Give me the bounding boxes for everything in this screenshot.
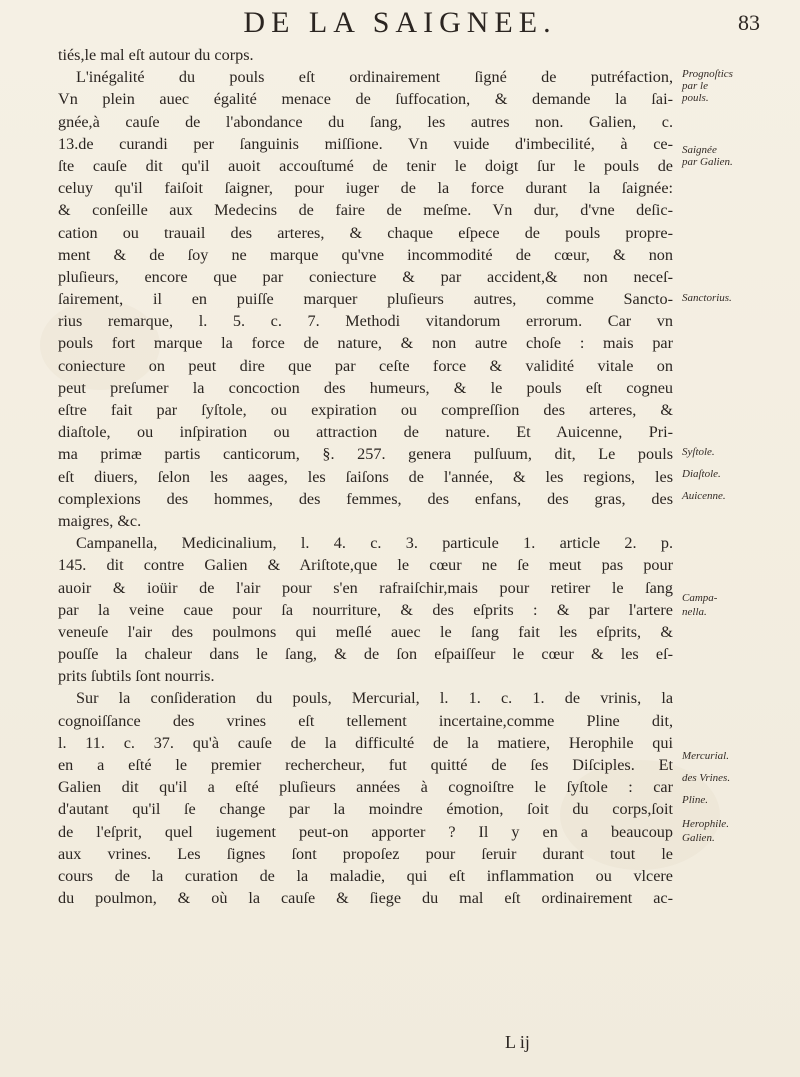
text-line: celuy qu'il faiſoit ſaigner, pour iuger de la force durant la ſaignée: (58, 179, 673, 198)
text-line: eſtre fait par ſyſtole, ou expiration ou compreſſion des arteres, & (58, 401, 673, 419)
running-title: DE LA SAIGNEE. (243, 6, 557, 39)
text-line: & conſeille aux Medecins de faire de meſme. Vn dur, d'vne deſic- (58, 201, 673, 220)
margin-note: Galien. (682, 832, 715, 844)
margin-note: nella. (682, 606, 707, 618)
text-line: de l'eſprit, quel iugement peut-on apporter ? Il y en a beaucoup (58, 822, 673, 841)
margin-note: Pline. (682, 794, 708, 806)
margin-note: Saignée (682, 144, 717, 156)
text-line: maigres, &c. (58, 511, 142, 530)
text-line: aux vrines. Les ſignes ſont propoſez pour ſeruir durant tout le (58, 844, 673, 863)
text-line: d'autant qu'il ſe change par la moindre émotion, ſoit du corps,ſoit (58, 800, 673, 819)
text-line: Galien dit qu'il a eſté pluſieurs années à cognoiſtre le ſyſtole : car (58, 778, 673, 797)
text-line: eſt diuers, ſelon les aages, les ſaiſons de l'année, & les regions, les (58, 467, 673, 486)
text-line: 145. dit contre Galien & Ariſtote,que le cœur ne ſe meut pas pour (58, 556, 673, 575)
text-line: par la veine caue pour ſa nourriture, & des eſprits : & par l'artere (58, 600, 673, 619)
text-line: veneuſe l'air des poulmons qui meſlé auec le ſang fait les eſprits, & (58, 622, 673, 641)
text-line: prits ſubtils ſont nourris. (58, 667, 215, 686)
text-line: diaſtole, ou inſpiration ou attraction de nature. Et Auicenne, Pri- (58, 423, 673, 442)
text-line: auoir & ioüir de l'air pour s'en rafraiſchir,mais pour retirer le ſang (58, 578, 673, 597)
margin-note: pouls. (682, 92, 709, 104)
margin-note: des Vrines. (682, 772, 731, 784)
text-line: ſairement, il en puiſſe marquer pluſieurs autres, comme Sancto- (58, 290, 673, 309)
text-line: peut preſumer la concoction des humeurs, & le pouls eſt cogneu (58, 378, 673, 397)
text-line: pluſieurs, encore que par coniecture & par accident,& non neceſ- (58, 267, 673, 286)
text-line: ma primæ partis canticorum, §. 257. genera pulſuum, dit, Le pouls (58, 445, 673, 464)
text-line: complexions des hommes, des femmes, des enfans, des gras, des (58, 489, 673, 508)
text-line: cation ou trauail des arteres, & chaque eſpece de pouls propre- (58, 223, 673, 242)
text-line: en a eſté le premier rechercheur, fut quitté de ſes Diſciples. Et (58, 756, 673, 774)
margin-note: par Galien. (682, 156, 733, 168)
text-line: pouſſe la chaleur dans le ſang, & de ſon eſpaiſſeur le cœur & les eſ- (58, 645, 673, 664)
text-line: rius remarque, l. 5. c. 7. Methodi vitandorum errorum. Car vn (58, 312, 673, 331)
text-line: du poulmon, & où la cauſe & ſiege du mal eſt ordinairement ac- (58, 889, 673, 908)
margin-note: Auicenne. (682, 490, 726, 502)
margin-note: Diaſtole. (682, 468, 721, 480)
margin-note: Sanctorius. (682, 292, 732, 304)
text-line: gnée,à cauſe de l'abondance du ſang, les autres non. Galien, c. (58, 112, 673, 131)
text-line: cours de la curation de la maladie, qui eſt inflammation ou vlcere (58, 866, 673, 885)
text-line: coniecture on peut dire que par ceſte force & validité vitale on (58, 356, 673, 375)
margin-note: Syſtole. (682, 446, 715, 458)
page-header (60, 6, 760, 46)
text-line: cognoiſſance des vrines eſt tellement incertaine,comme Pline dit, (58, 711, 673, 730)
text-line: Sur la conſideration du pouls, Mercurial, l. 1. c. 1. de vrinis, la (76, 689, 673, 708)
margin-note: Campa- (682, 592, 718, 604)
text-line: ſte cauſe dit qu'il auoit accouſtumé de tenir le doigt ſur le pouls de (58, 156, 673, 175)
text-line: L'inégalité du pouls eſt ordinairement ſigné de putréfaction, (76, 68, 673, 87)
main-text (58, 44, 673, 909)
text-line: 13.de curandi per ſanguinis miſſione. Vn vuide d'imbecilité, à ce- (58, 134, 673, 153)
margin-note: par le (682, 80, 708, 92)
signature-mark: L ij (505, 1032, 530, 1052)
text-line: tiés,le mal eſt autour du corps. (58, 46, 254, 64)
margin-note: Herophile. (682, 818, 729, 830)
text-line: Vn plein auec égalité menace de ſuffocation, & demande la ſai- (58, 90, 673, 109)
text-line: Campanella, Medicinalium, l. 4. c. 3. particule 1. article 2. p. (76, 534, 673, 553)
text-line: ment & de ſoy ne marque qu'vne incommodité de cœur, & non (58, 245, 673, 264)
text-line: l. 11. c. 37. qu'à cauſe de la difficulté de la matiere, Herophile qui (58, 733, 673, 752)
text-line: pouls fort marque la force de nature, & non autre choſe : mais par (58, 334, 673, 353)
margin-note: Prognoſtics (682, 68, 733, 80)
page-number: 83 (738, 10, 760, 35)
margin-note: Mercurial. (682, 750, 729, 762)
